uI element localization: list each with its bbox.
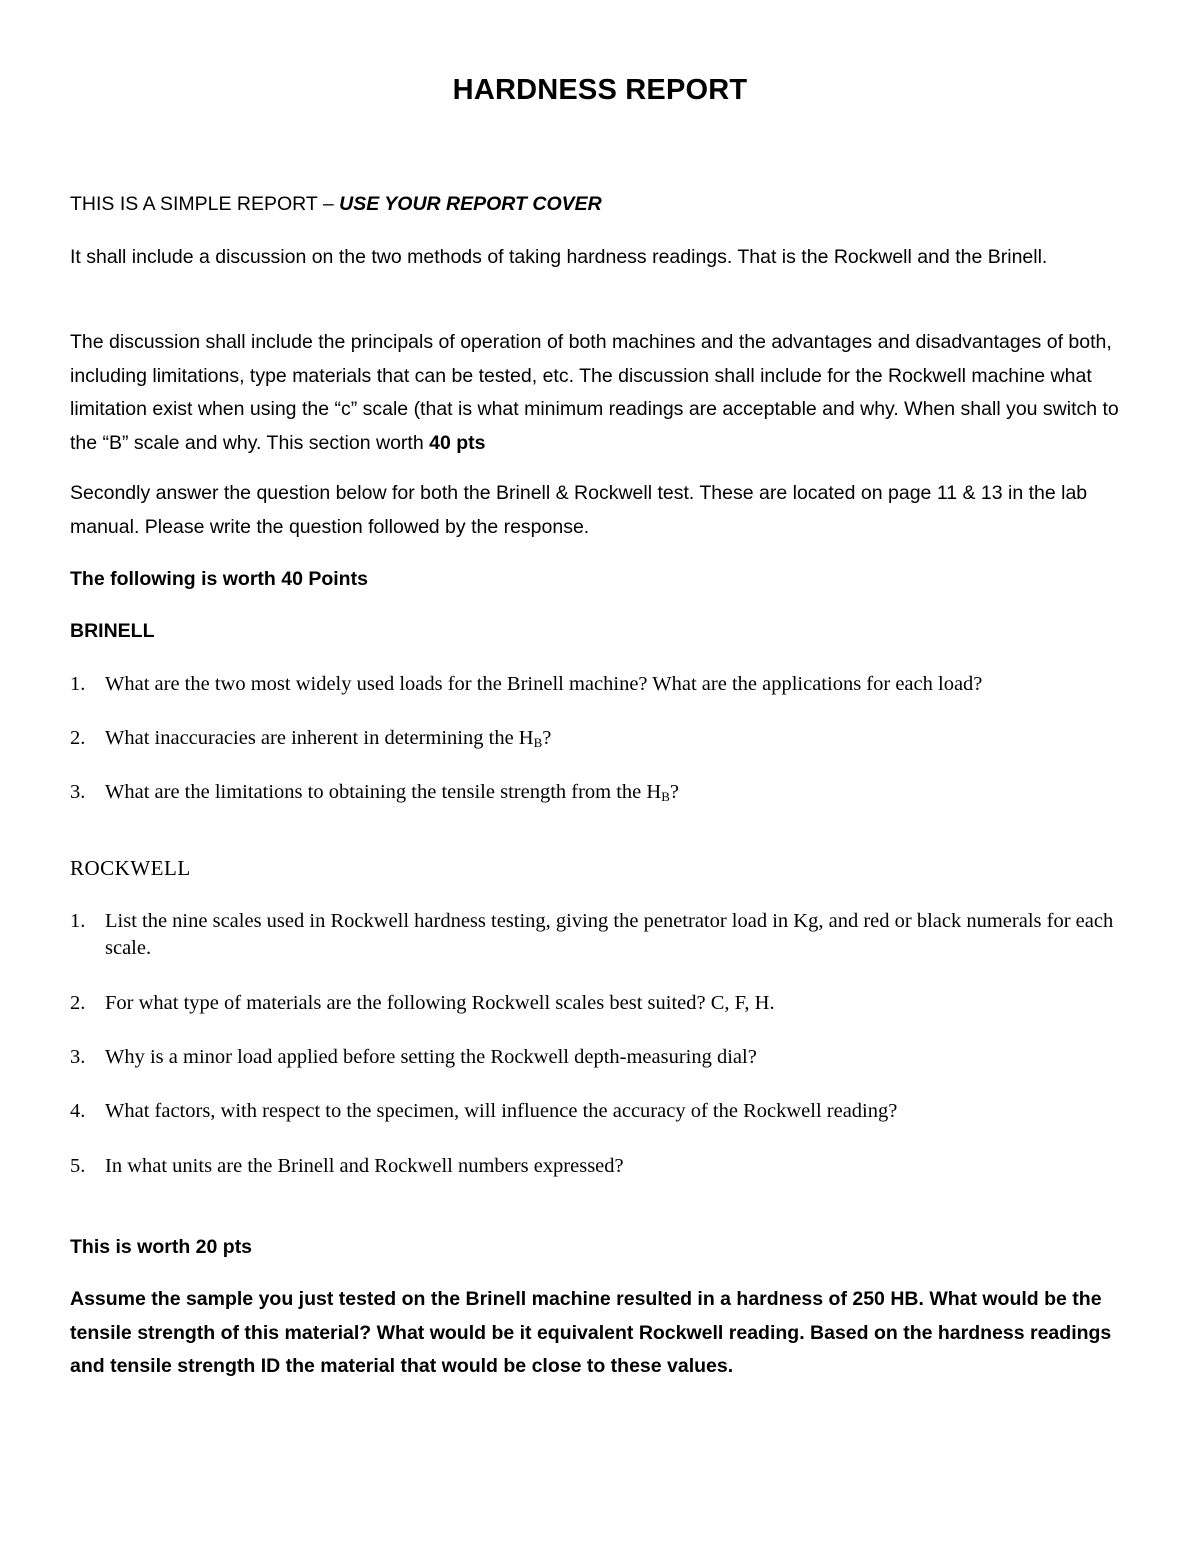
question-number: 3. [70,781,86,803]
question-number: 5. [70,1155,86,1177]
question-text: Why is a minor load applied before setting the Rockwell depth-measuring dial? [105,1046,757,1068]
question-text-wrapper [105,725,1140,756]
subscript: B [661,789,670,804]
question-text-wrapper [105,779,1140,810]
question-text: What factors, with respect to the specimen, will influence the accuracy of the Rockwell reading? [105,1100,898,1122]
list-item [70,671,1140,698]
paragraph-discussion-text: The discussion shall include the principals of operation of both machines and the advantages and disadvantages of both, including limitations, type materials that can be tested, etc. The discussion shall include for the Rockwell machine what limitation exist when using the “c” scale (that is what minimum readings are acceptable and why. When shall you switch to the “B” scale and why. This section worth [70,331,1119,454]
subscript: B [533,735,543,750]
question-text: List the nine scales used in Rockwell hardness testing, giving the penetrator load in Kg, and red or black numerals for each scale. [105,910,1114,959]
question-number: 2. [70,992,86,1014]
list-item [70,990,1140,1017]
intro-prefix: THIS IS A SIMPLE REPORT – [70,193,340,215]
intro-emphasis: USE YOUR REPORT COVER [339,193,602,215]
list-item [70,779,1140,810]
brinell-heading: BRINELL [70,620,155,642]
paragraph-methods: It shall include a discussion on the two methods of taking hardness readings. That is the Rockwell and the Brinell. [70,246,1048,268]
question-number: 1. [70,673,86,695]
question-suffix: ? [542,727,552,749]
list-item [70,1153,1140,1180]
list-item [70,725,1140,756]
paragraph-discussion [70,326,1140,460]
paragraph-secondly: Secondly answer the question below for both the Brinell & Rockwell test. These are located on page 11 & 13 in the lab manual. Please write the question followed by the response. [70,482,1088,538]
question-text: For what type of materials are the following Rockwell scales best suited? C, F, H. [105,992,775,1014]
intro-line [70,188,1140,222]
list-item [70,908,1140,962]
question-text: What are the two most widely used loads for the Brinell machine? What are the applications for each load? [105,673,983,695]
list-item [70,1098,1140,1125]
question-suffix: ? [669,781,679,803]
question-text: What are the limitations to obtaining the tensile strength from the H [105,781,662,803]
document-title: HARDNESS REPORT [452,74,748,106]
question-number: 2. [70,727,86,749]
worth-40-heading: The following is worth 40 Points [70,568,368,590]
section-points: 40 pts [429,431,486,454]
list-item [70,1044,1140,1071]
final-paragraph: Assume the sample you just tested on the Brinell machine resulted in a hardness of 250 HB. What would be the tensile strength of this material? What would be it equivalent Rockwell reading. Based on the hardness readings and tensile strength ID the material that would be close to these values. [70,1288,1112,1377]
question-number: 1. [70,910,86,932]
rockwell-heading: ROCKWELL [70,856,191,880]
question-text: What inaccuracies are inherent in determining the H [105,727,534,749]
question-number: 3. [70,1046,86,1068]
question-text: In what units are the Brinell and Rockwell numbers expressed? [105,1155,624,1177]
question-number: 4. [70,1100,86,1122]
worth-20-heading: This is worth 20 pts [70,1236,253,1258]
